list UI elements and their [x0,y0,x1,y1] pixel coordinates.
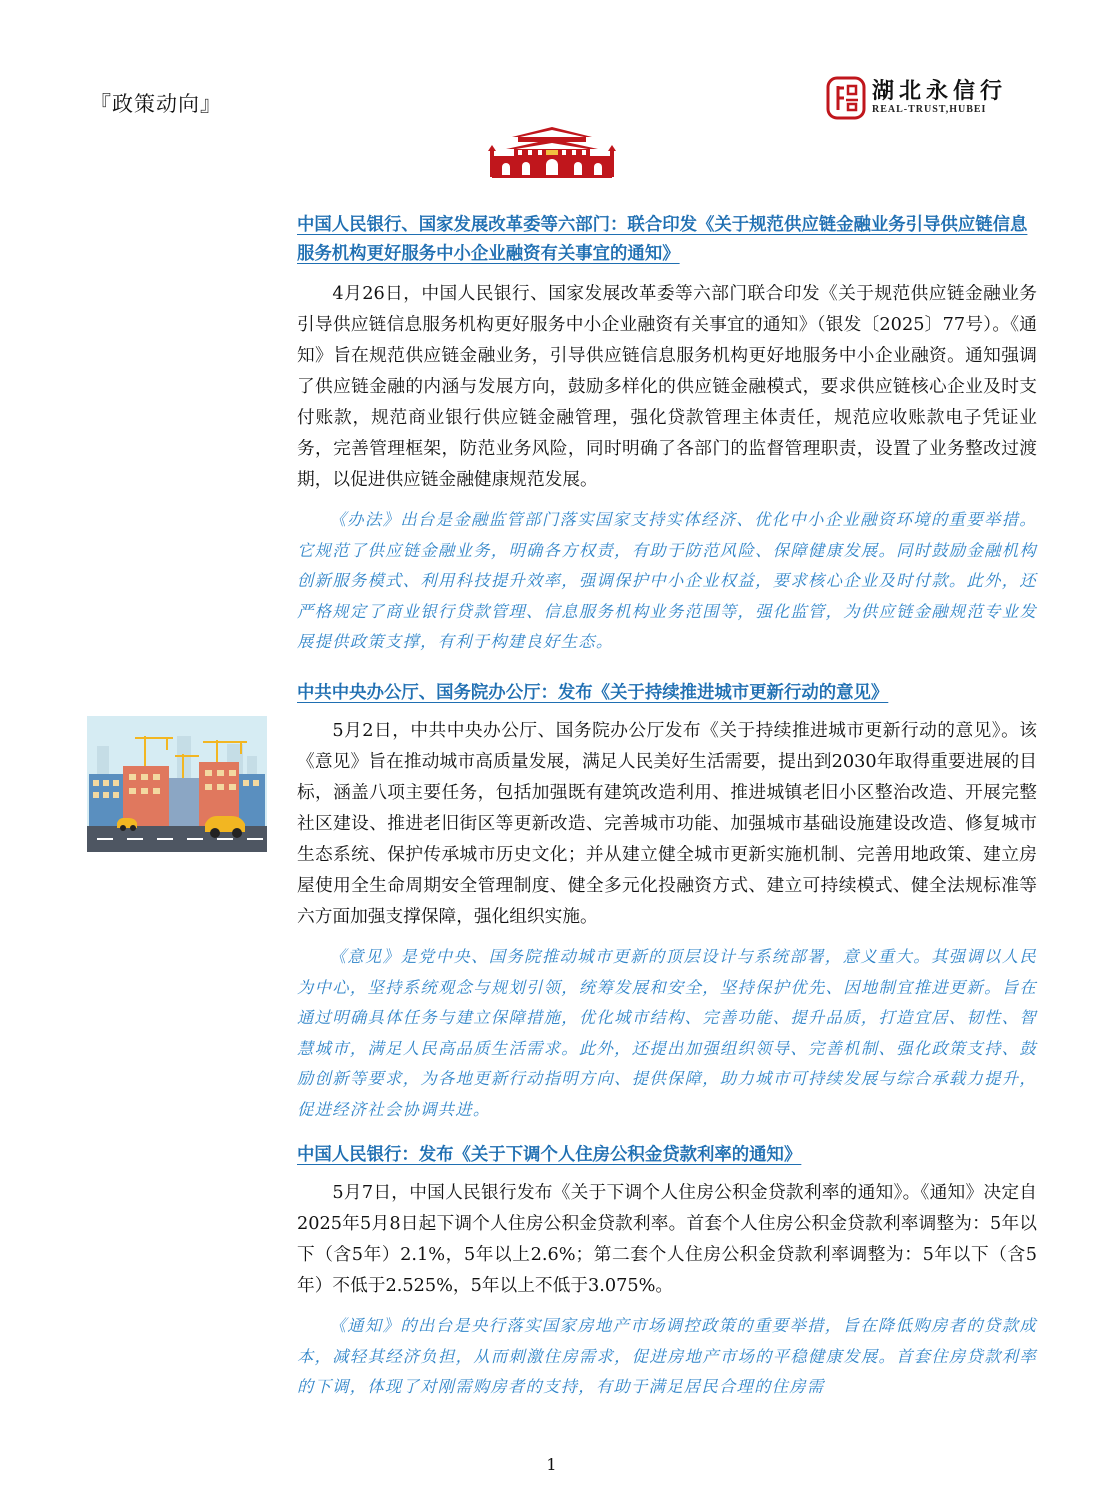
section-tag: 『政策动向』 [90,92,222,116]
article-3-title[interactable]: 中国人民银行：发布《关于下调个人住房公积金贷款利率的通知》 [297,1145,802,1165]
article-2-title[interactable]: 中共中央办公厅、国务院办公厅：发布《关于持续推进城市更新行动的意见》 [297,683,889,703]
article-1 [297,211,1037,658]
logo-chinese-name: 湖北永信行 [872,79,1008,104]
article-2 [297,679,1037,1125]
company-logo [826,76,1036,122]
tiananmen-gate-icon [488,125,616,179]
article-1-body: 4月26日，中国人民银行、国家发展改革委等六部门联合印发《关于规范供应链金融业务引导供应链信息服务机构更好服务中小企业融资有关事宜的通知》（银发〔2025〕77号）。《通知》旨在规范供应链金融业务，引导供应链信息服务机构更好地服务中小企业融资。通知强调了供应链金融的内涵与发展方向，鼓励多样化的供应链金融模式，要求供应链核心企业及时支付账款，规范商业银行供应链金融管理，强化贷款管理主体责任，规范应收账款电子凭证业务，完善管理框架，防范业务风险，同时明确了各部门的监督管理职责，设置了业务整改过渡期，以促进供应链金融健康规范发展。 [297,284,1037,490]
logo-english-name: REAL-TRUST,HUBEI [872,104,987,115]
page-number: 1 [546,1455,557,1474]
article-3-body: 5月7日，中国人民银行发布《关于下调个人住房公积金贷款利率的通知》。《通知》决定自2025年5月8日起下调个人住房公积金贷款利率。首套个人住房公积金贷款利率调整为：5年以下（含5年）2.1%，5年以上2.6%；第二套个人住房公积金贷款利率调整为：5年以下（含5年）不低于2.525%，5年以上不低于3.075%。 [297,1183,1037,1296]
article-2-body: 5月2日，中共中央办公厅、国务院办公厅发布《关于持续推进城市更新行动的意见》。该《意见》旨在推动城市高质量发展，满足人民美好生活需要，提出到2030年取得重要进展的目标，涵盖八项主要任务，包括加强既有建筑改造利用、推进城镇老旧小区整治改造、开展完整社区建设、推进老旧街区等更新改造、完善城市功能、加强城市基础设施建设改造、修复城市生态系统、保护传承城市历史文化；并从建立健全城市更新实施机制、完善用地政策、建立房屋使用全生命周期安全管理制度、健全多元化投融资方式、建立可持续模式、健全法规标准等六方面加强支撑保障，强化组织实施。 [297,721,1037,927]
article-3-comment: 《通知》的出台是央行落实国家房地产市场调控政策的重要举措，旨在降低购房者的贷款成本，减轻其经济负担，从而刺激住房需求，促进房地产市场的平稳健康发展。首套住房贷款利率的下调，体现了对刚需购房者的支持，有助于满足居民合理的住房需 [297,1316,1037,1396]
article-1-title[interactable]: 中国人民银行、国家发展改革委等六部门：联合印发《关于规范供应链金融业务引导供应链信息服务机构更好服务中小企业融资有关事宜的通知》 [297,215,1028,264]
article-1-comment: 《办法》出台是金融监管部门落实国家支持实体经济、优化中小企业融资环境的重要举措。它规范了供应链金融业务，明确各方权责，有助于防范风险、保障健康发展。同时鼓励金融机构创新服务模式、利用科技提升效率，强调保护中小企业权益，要求核心企业及时付款。此外，还严格规定了商业银行贷款管理、信息服务机构业务范围等，强化监管，为供应链金融规范专业发展提供政策支撑，有利于构建良好生态。 [297,510,1037,651]
article-3 [297,1141,1037,1403]
city-renewal-illustration [87,716,267,852]
seal-logo-icon [826,76,866,120]
article-2-comment: 《意见》是党中央、国务院推动城市更新的顶层设计与系统部署，意义重大。其强调以人民为中心，坚持系统观念与规划引领，统筹发展和安全，坚持保护优先、因地制宜推进更新。旨在通过明确具体任务与建立保障措施，优化城市结构、完善功能、提升品质，打造宜居、韧性、智慧城市，满足人民高品质生活需求。此外，还提出加强组织领导、完善机制、强化政策支持、鼓励创新等要求，为各地更新行动指明方向、提供保障，助力城市可持续发展与综合承载力提升，促进经济社会协调共进。 [297,947,1037,1119]
